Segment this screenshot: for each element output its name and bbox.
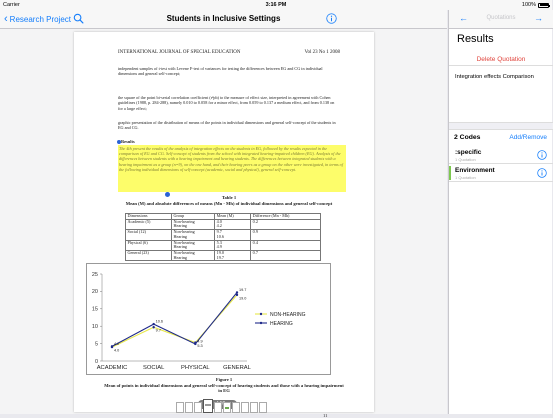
data-point: [194, 343, 196, 345]
page-thumbnail[interactable]: [194, 402, 202, 413]
thumbnail-strip[interactable]: [176, 399, 271, 413]
table-row: [126, 250, 321, 260]
x-tick-label: GENERAL: [223, 365, 251, 371]
arrow-right-icon[interactable]: →: [534, 13, 543, 23]
data-label: 19.0: [239, 296, 247, 301]
arrow-left-icon[interactable]: ←: [459, 13, 468, 23]
data-label: 4.2: [114, 341, 120, 346]
add-remove-codes-button[interactable]: Add/Remove: [509, 134, 547, 141]
group-label: Hearing: [173, 254, 188, 260]
means-table: [125, 213, 321, 261]
table-cell: Physical (6): [126, 240, 172, 250]
battery-icon: [538, 3, 549, 8]
legend-marker: [260, 322, 262, 324]
group-label: Hearing: [173, 244, 188, 250]
table-cell: [172, 219, 215, 229]
group-label: Non-hearing: [173, 239, 195, 245]
data-label: 9.7: [155, 328, 161, 333]
paragraph: the square of the point bi-serial correlation coefficient (r²pb) to the measure of effect size, interpreted in agreement with Cohen guidelines (1988, p. 284-288), namely 0.010 to 0.058 for a minor effect, from 0.059 to 0.137 a medium effect, and from 0.138 on for a large effect;: [118, 95, 335, 111]
y-tick-label: 0: [94, 358, 98, 365]
table-cell: [215, 250, 251, 260]
line-chart-svg: [87, 264, 332, 376]
table-description: Mean (M) and absolute differences of means (Mn - Mh) of individual dimensions and general self-concept: [125, 201, 333, 206]
code-name: :specific: [455, 149, 482, 156]
data-label: 10.6: [155, 319, 164, 324]
results-heading: Results: [121, 139, 135, 144]
group-label: Non-hearing: [173, 249, 195, 255]
status-time: 3:16 PM: [265, 2, 287, 8]
figure-label: Figure 1: [215, 377, 233, 382]
data-point: [111, 345, 113, 347]
table-cell: Social (12): [126, 230, 172, 240]
back-button[interactable]: [4, 13, 71, 26]
group-label: Hearing: [173, 233, 188, 239]
y-tick-label: 10: [91, 324, 98, 330]
x-tick-label: SOCIAL: [143, 365, 165, 371]
page-thumbnail[interactable]: [176, 402, 184, 413]
table-cell: [215, 230, 251, 240]
thumbnail-highlight: [225, 407, 229, 409]
back-button-label: Research Project: [9, 15, 72, 24]
code-color-bar: [449, 166, 451, 180]
x-tick-label: PHYSICAL: [180, 365, 210, 371]
legend-label: HEARING: [270, 320, 293, 327]
page-thumbnail[interactable]: [241, 402, 249, 413]
legend-label: NON-HEARING: [270, 311, 306, 318]
table-cell: [215, 240, 251, 250]
code-color-bar: [449, 148, 451, 162]
series-line-non-hearing: [112, 295, 237, 347]
code-name: Environment: [455, 167, 495, 174]
y-tick-label: 5: [94, 341, 98, 348]
page-number: 11: [323, 413, 328, 418]
search-icon[interactable]: [73, 13, 84, 24]
quotation-navbar-title: Quotations: [486, 15, 516, 21]
pdf-page[interactable]: [74, 32, 374, 418]
carrier-label: Carrier: [3, 2, 20, 8]
data-point: [152, 323, 154, 325]
y-tick-label: 15: [91, 306, 98, 313]
mean-value: 4.9: [216, 244, 222, 250]
thumbnail-highlight: [205, 404, 211, 406]
data-label: 19.7: [239, 287, 247, 292]
data-label: 4.9: [197, 339, 203, 344]
table-cell: [172, 250, 215, 260]
paragraph: graphic presentation of the distribution of means of the points in individual dimensions and general self-concept of the students in EG and CG.: [118, 120, 336, 131]
battery-indicator: [522, 2, 549, 8]
group-label: Non-hearing: [173, 229, 195, 235]
table-cell: General (23): [126, 250, 172, 260]
table-row: [126, 219, 321, 229]
info-icon[interactable]: [326, 13, 337, 24]
page-thumbnail[interactable]: [259, 402, 267, 413]
data-label: 4.0: [114, 348, 120, 353]
figure-description: Mean of points in individual dimensions and general self-concept of hearing students and those with a hearing impairment in EG: [104, 382, 344, 394]
table-label: Table 1: [221, 195, 237, 200]
paragraph: independent samples of t-test with Levene F-test of variances for testing the differences between EG and CG in individual dimensions and general self-concept;: [118, 66, 323, 77]
quotation-panel: [448, 10, 552, 414]
table-caption: [118, 195, 340, 207]
table-cell: 0.9: [251, 230, 321, 240]
code-quotation-count: 1 Quotation: [455, 175, 476, 180]
mean-value: 4.2: [216, 223, 222, 229]
table-row: [126, 230, 321, 240]
table-cell: 0.2: [251, 219, 321, 229]
quotation-comment[interactable]: Integration effects Comparison: [455, 74, 534, 80]
info-icon[interactable]: [537, 150, 547, 160]
table-row: [126, 240, 321, 250]
data-point: [236, 291, 238, 293]
table-header: Mean (M): [215, 214, 251, 220]
mean-value: 10.6: [216, 233, 224, 239]
table-cell: [172, 240, 215, 250]
section-divider: [449, 122, 553, 130]
x-tick-label: ACADEMIC: [96, 365, 128, 371]
table-header: Dimensions: [126, 214, 172, 220]
page-thumbnail[interactable]: [250, 402, 258, 413]
table-cell: [172, 230, 215, 240]
table-cell: 0.7: [251, 250, 321, 260]
info-icon[interactable]: [537, 168, 547, 178]
group-label: Non-hearing: [173, 218, 195, 224]
quotation-heading: Results: [457, 33, 494, 45]
page-thumbnail[interactable]: [185, 402, 193, 413]
delete-quotation-button[interactable]: Delete Quotation: [449, 54, 553, 66]
battery-fill: [540, 4, 548, 6]
table-header: Difference (Mn - Mh): [251, 214, 321, 220]
figure-caption: [104, 377, 344, 394]
page-thumbnail[interactable]: [214, 402, 222, 413]
status-bar: [0, 0, 552, 10]
document-navbar: [0, 10, 447, 29]
document-pane: [0, 10, 447, 418]
mean-value: 9.7: [216, 229, 222, 235]
journal-name: INTERNATIONAL JOURNAL OF SPECIAL EDUCATION: [118, 50, 241, 55]
journal-volume: Vol 23 No 1 2008: [304, 50, 340, 55]
codes-count: 2 Codes: [454, 134, 481, 141]
y-tick-label: 25: [91, 271, 98, 278]
data-point: [152, 326, 154, 328]
code-item[interactable]: [449, 147, 553, 164]
table-cell: [215, 219, 251, 229]
highlighted-text: The 4th present the results of the analysis of integration effects on the students in EG, followed by the results expected in the comparison of EG and CG. Self-concept of students from the school with integrated hearing-impaired children (EG). Analysis of the differences between students with a hearing impairment and hearing students. The differences between integrated students with a hearing impairment as a group (n=9), on the one hand, and their hearing peers as a group on the other were investigated, in terms of the following individual dimensions of self-concept (academic, social and physical), general self-concept.: [119, 146, 343, 172]
document-title: Students in Inclusive Settings: [166, 14, 281, 23]
chevron-left-icon: ‹: [4, 13, 8, 25]
table-cell: 0.4: [251, 240, 321, 250]
table-header: Group: [172, 214, 215, 220]
y-tick-label: 20: [91, 289, 98, 296]
mean-value: 19.7: [216, 254, 224, 260]
page-thumbnail[interactable]: [223, 402, 231, 413]
code-item[interactable]: [449, 165, 553, 182]
data-label: 5.3: [197, 344, 203, 349]
group-label: Hearing: [173, 223, 188, 229]
mean-value: 19.0: [216, 249, 224, 255]
line-chart: [86, 263, 331, 375]
quotation-navbar: [449, 10, 553, 29]
page-thumbnail[interactable]: [232, 402, 240, 413]
code-quotation-count: 1 Quotation: [455, 157, 476, 162]
legend-marker: [260, 313, 262, 315]
journal-header: [118, 50, 340, 55]
battery-percent: 100%: [521, 2, 536, 8]
table-cell: Academic (5): [126, 219, 172, 229]
mean-value: 4.0: [216, 218, 222, 224]
page-thumbnail-current[interactable]: [203, 399, 213, 413]
mean-value: 5.3: [216, 239, 222, 245]
